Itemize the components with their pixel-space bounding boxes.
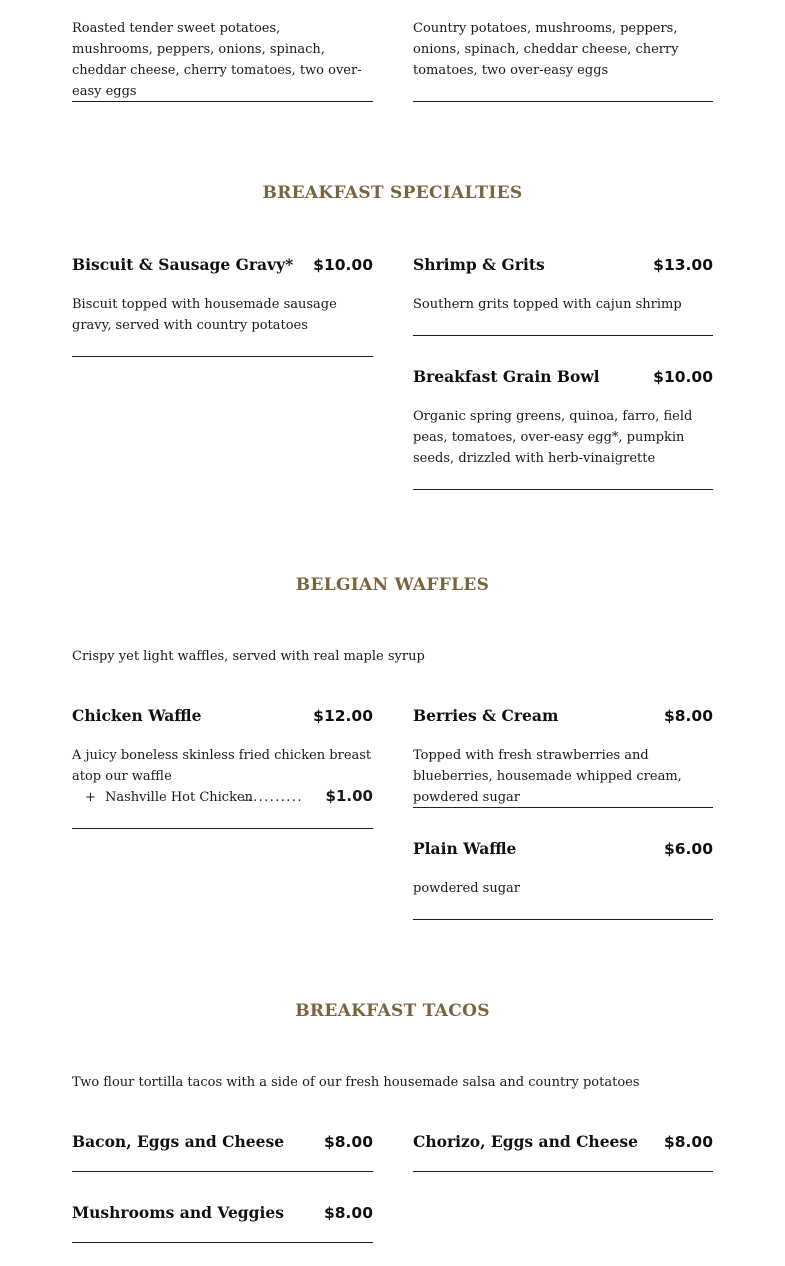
- section-title-belgian-waffles: BELGIAN WAFFLES: [295, 575, 490, 595]
- item-description: Topped with fresh strawberries and blueberries, housemade whipped cream, powdered sugar: [413, 748, 682, 805]
- addon-leader-dots: ...........: [242, 790, 303, 805]
- item-description: powdered sugar: [413, 881, 520, 896]
- menu-item-price: $6.00: [663, 840, 713, 858]
- menu-item-name: Berries & Cream: [413, 706, 559, 725]
- divider: [72, 356, 373, 357]
- divider: [72, 828, 373, 829]
- addon-price: $1.00: [325, 787, 373, 805]
- menu-item-price: $13.00: [653, 256, 713, 274]
- divider: [413, 101, 713, 102]
- item-description: Organic spring greens, quinoa, farro, field peas, tomatoes, over-easy egg*, pumpkin seeds, drizzled with herb-vinaigrette: [413, 409, 693, 466]
- menu-item-price: $8.00: [323, 1133, 373, 1151]
- item-description: A juicy boneless skinless fried chicken breast atop our waffle: [72, 748, 372, 784]
- menu-item-name: Bacon, Eggs and Cheese: [72, 1132, 285, 1151]
- divider: [413, 335, 713, 336]
- section-intro: Two flour tortilla tacos with a side of our fresh housemade salsa and country potatoes: [72, 1075, 640, 1090]
- section-title-breakfast-specialties: BREAKFAST SPECIALTIES: [262, 183, 523, 203]
- divider: [72, 101, 373, 102]
- menu-item-price: $12.00: [313, 707, 373, 725]
- menu-item-name: Mushrooms and Veggies: [72, 1203, 284, 1222]
- menu-item-price: $8.00: [663, 1133, 713, 1151]
- divider: [413, 807, 713, 808]
- divider: [413, 1171, 713, 1172]
- menu-item-name: Shrimp & Grits: [413, 255, 545, 274]
- menu-item-name: Chorizo, Eggs and Cheese: [413, 1132, 639, 1151]
- section-intro: Crispy yet light waffles, served with real maple syrup: [72, 649, 425, 664]
- menu-item-price: $8.00: [323, 1204, 373, 1222]
- divider: [72, 1242, 373, 1243]
- item-description: Southern grits topped with cajun shrimp: [413, 297, 682, 312]
- divider: [413, 489, 713, 490]
- addon-row: [72, 787, 373, 808]
- menu-item-name: Breakfast Grain Bowl: [413, 367, 600, 386]
- menu-item-name: Biscuit & Sausage Gravy*: [72, 255, 294, 274]
- addon-name: Nashville Hot Chicken: [105, 790, 254, 805]
- item-description: Biscuit topped with housemade sausage gravy, served with country potatoes: [72, 297, 337, 333]
- item-description: Roasted tender sweet potatoes, mushrooms, peppers, onions, spinach, cheddar cheese, cherry tomatoes, two over-easy eggs: [72, 21, 362, 99]
- divider: [413, 919, 713, 920]
- section-title-breakfast-tacos: BREAKFAST TACOS: [295, 1001, 490, 1021]
- divider: [72, 1171, 373, 1172]
- menu-item-price: $10.00: [653, 368, 713, 386]
- menu-item-price: $8.00: [663, 707, 713, 725]
- menu-item-price: $10.00: [313, 256, 373, 274]
- addon-plus: +: [85, 790, 96, 805]
- menu-item-name: Chicken Waffle: [72, 706, 202, 725]
- item-description: Country potatoes, mushrooms, peppers, onions, spinach, cheddar cheese, cherry tomatoes, two over-easy eggs: [413, 21, 679, 78]
- menu-item-name: Plain Waffle: [413, 839, 517, 858]
